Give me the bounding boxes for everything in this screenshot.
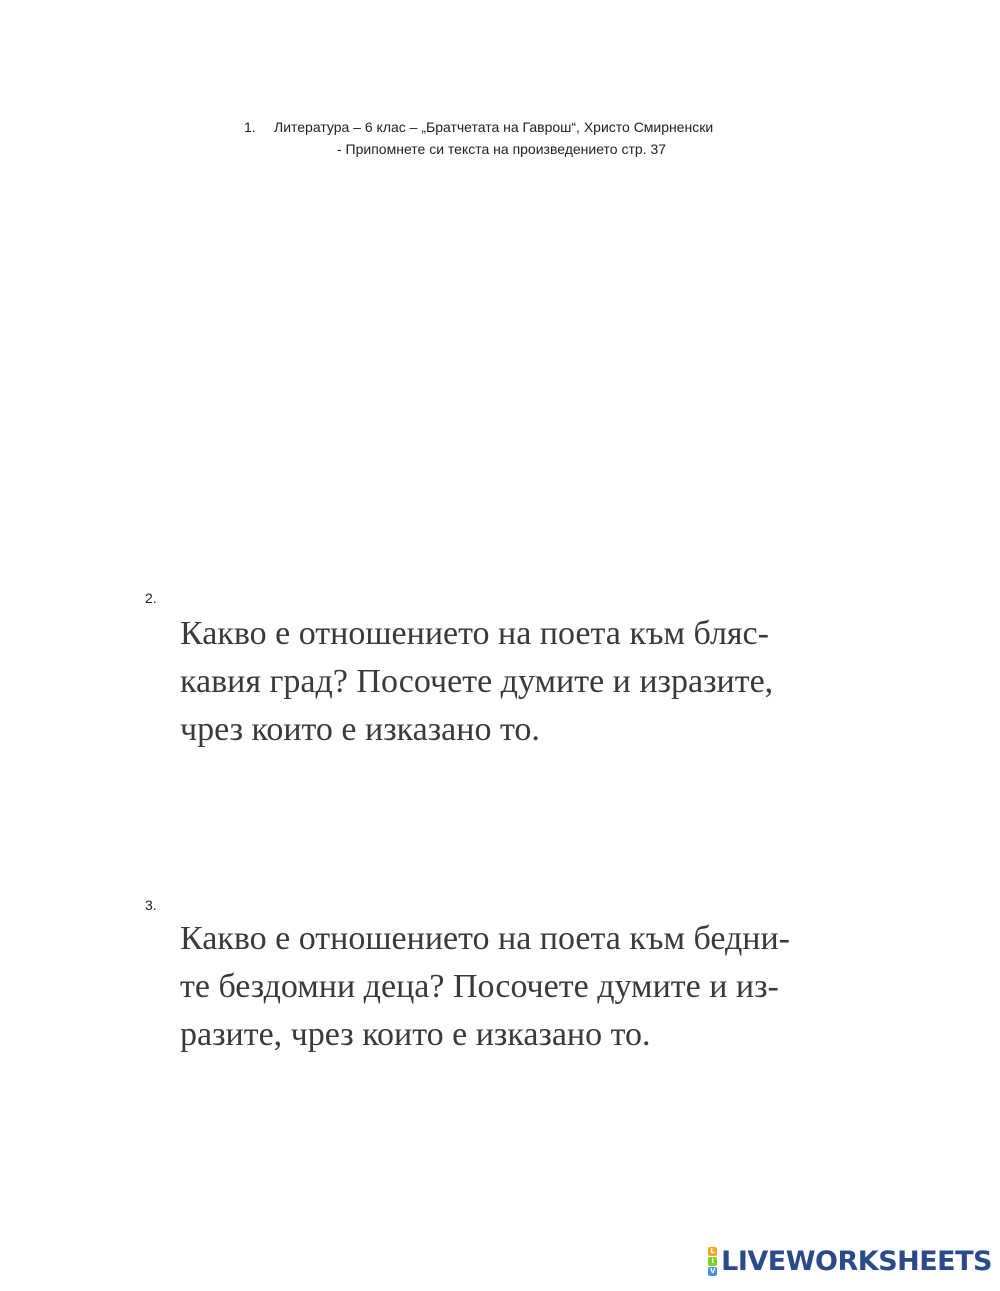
question-number: 2. <box>145 590 157 606</box>
header-number: 1. <box>244 119 256 135</box>
logo-block: L <box>708 1247 717 1256</box>
question-line: те бездомни деца? Посочете думите и из- <box>180 968 779 1005</box>
question-line: разите, чрез които е изказано то. <box>180 1016 651 1053</box>
logo-block: V <box>709 1267 716 1275</box>
question-line: чрез които е изказано то. <box>180 711 540 748</box>
logo-blocks-icon <box>708 1247 717 1276</box>
question-line: кавия град? Посочете думите и изразите, <box>180 663 774 700</box>
header-title: Литература – 6 клас – „Братчетата на Гаврош“, Христо Смирненски <box>274 119 714 135</box>
header-subtitle: - Припомнете си текста на произведението стр. 37 <box>337 141 667 157</box>
logo-block: I <box>708 1257 717 1266</box>
question-text <box>180 610 870 754</box>
header-title-line <box>244 116 713 138</box>
question-line: Какво е отношението на поета към бляс- <box>180 615 769 652</box>
question-line: Какво е отношението на поета към бедни- <box>180 920 790 957</box>
question-number: 3. <box>145 897 157 913</box>
liveworksheets-logo <box>708 1246 992 1277</box>
logo-text: LIVEWORKSHEETS <box>721 1246 992 1277</box>
question-text <box>180 915 870 1059</box>
